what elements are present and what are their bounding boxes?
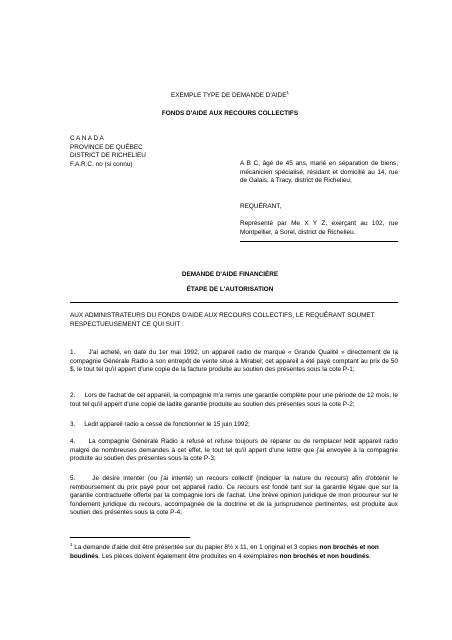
paragraph-3 <box>70 421 398 430</box>
document-title <box>60 89 400 101</box>
section-rule <box>70 302 398 303</box>
footnote <box>70 541 400 561</box>
paragraph-5 <box>70 475 398 518</box>
party-role: REQUÉRANT, <box>240 203 282 210</box>
paragraph-number: 4. <box>70 438 76 445</box>
footnote-emphasis: non brochés et non boudinés <box>279 552 370 560</box>
address-line: AUX ADMINISTRATEURS DU FONDS D'AIDE AUX RECOURS COLLECTIFS, LE REQUÉRANT SOUMET RESPECTUEUSEMENT CE QUI SUIT : <box>70 312 375 328</box>
paragraph-4 <box>70 438 398 464</box>
court-line: PROVINCE DE QUÉBEC <box>70 143 143 151</box>
paragraph-number: 2. <box>70 392 76 399</box>
party-representation: Représenté par Me X Y Z, exerçant au 102, rue Montpellier, à Sorel, district de Richelieu. <box>240 220 398 236</box>
footnote-text: . <box>369 552 371 560</box>
party-description: A B C, âgé de 45 ans, marié en séparation de biens, mécanicien spécialisé, résidant et domicilié au 14, rue de Galais, à Tracy, district de Richelieu, <box>240 160 398 185</box>
section-title: DEMANDE D'AIDE FINANCIÈRE <box>181 271 279 278</box>
paragraph-2 <box>70 392 398 409</box>
party-rule <box>240 241 398 242</box>
paragraph-text: La compagnie Générale Radio a refusé et refuse toujours de réparer ou de remplacer ledit appareil radio malgré de nombreuses demandes à cet effet, le tout tel qu'il appert d'une lettre que j'ai envoyée à la compagnie produite au soutien des présentes sous la cote P-3; <box>70 438 398 463</box>
paragraph-number: 1. <box>70 349 76 356</box>
paragraph-number: 3. <box>70 421 76 428</box>
paragraph-text: Je désire intenter (ou j'ai intenté) un recours collectif (indiquer la nature du recours) afin d'obtenir le remboursement du prix payé pour cet appareil radio. Ce recours est fondé tant sur la garantie légale que sur la garantie contractuelle offerte par la compagnie lors de l'achat. Une brève opinion juridique de mon procureur sur le fondement juridique du recours, accompagnée de la doctrine et de la jurisprudence pertinentes, est produite aux soutien des présentes sous la cote P-4; <box>70 475 398 517</box>
footnote-number: 1 <box>70 541 73 547</box>
footnote-text: . Les pièces doivent également être produites en 4 exemplaires <box>98 552 280 560</box>
title-footnote-ref: 1 <box>286 89 289 95</box>
court-line: C A N A D A <box>70 135 104 142</box>
paragraph-text: Lors de l'achat de cet appareil, la compagnie m'a remis une garantie complète pour une période de 12 mois, le tout tel qu'il appert d'une copie de ladite garantie produite au soutien des présentes sous la cote P-2; <box>70 392 398 408</box>
footnote-rule <box>70 537 190 538</box>
paragraph-1 <box>70 349 398 375</box>
court-block <box>70 135 200 169</box>
footnote-text: La demande d'aide doit être présentée sur du papier 8½ x 11, en 1 original et 3 copies <box>74 544 320 551</box>
title-text: EXEMPLE TYPE DE DEMANDE D'AIDE <box>171 92 287 99</box>
court-line: F.A.R.C. no (si connu) <box>70 160 133 168</box>
paragraph-number: 5. <box>70 475 76 482</box>
document-subtitle: FONDS D'AIDE AUX RECOURS COLLECTIFS <box>161 110 299 117</box>
court-line: DISTRICT DE RICHELIEU <box>70 152 146 160</box>
paragraph-text: Ledit appareil radio a cessé de fonctionner le 15 juin 1992; <box>84 421 250 428</box>
paragraph-text: J'ai acheté, en date du 1er mai 1992, un appareil radio de marque « Grande Qualité » directement de la compagnie Générale Radio à son entrepôt de vente situé à Mirabel; cet appareil a été payé comptant au prix de 50 $, le tout tel qu'il appert d'une copie de la facture produite au soutien des présentes sous la cote P-1; <box>70 349 398 374</box>
section-subtitle: ÉTAPE DE L'AUTORISATION <box>186 286 274 293</box>
footnote-emphasis: non brochés et non boudinés <box>70 544 379 560</box>
